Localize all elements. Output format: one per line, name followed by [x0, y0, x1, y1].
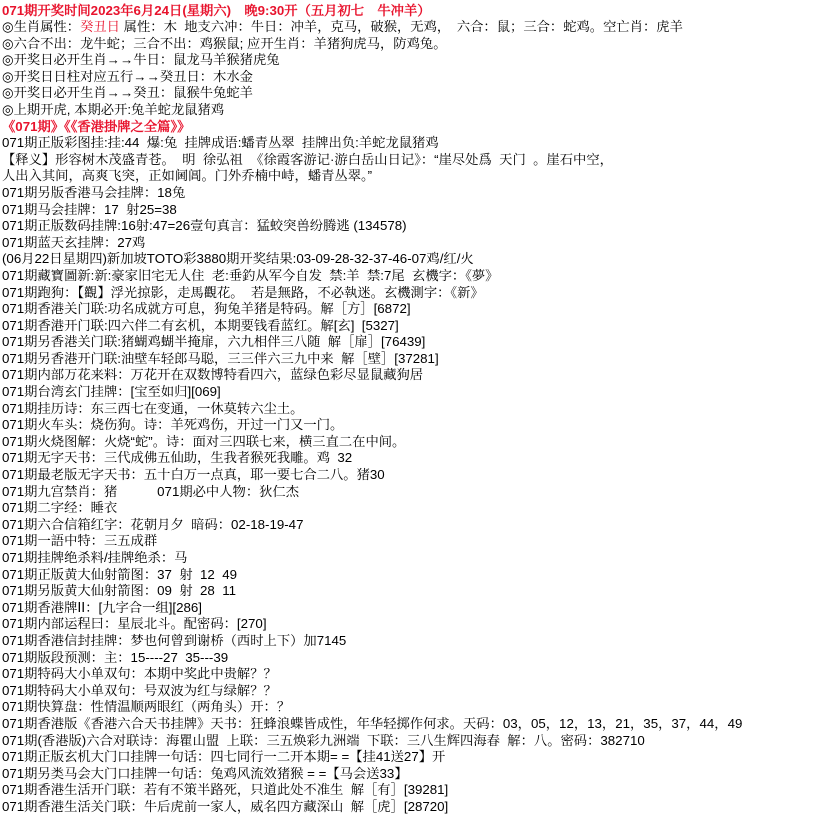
text-line-hk-open-1: [2, 318, 833, 335]
text-segment: 071期马会挂牌：17 射25=38: [2, 201, 177, 217]
text-segment: 人出入其间，高爽飞突，正如阃阊。门外乔楠中峙，蟠青丛翠。”: [2, 168, 373, 184]
text-segment: 071期香港牌ⅠⅠ：[九字合一组][286]: [2, 599, 202, 615]
text-segment: 071期台湾玄门挂牌：[宝至如归][069]: [2, 384, 221, 400]
text-line-hang-li-poem: [2, 401, 833, 418]
text-line-two-char: [2, 500, 833, 517]
text-line-period-banner: [2, 119, 833, 136]
text-segment: 【释义】形容树木茂盛青苍。 明 徐弘祖 《徐霞客游记·游白岳山日记》：“崖尽处爲 天门 。崖石中空，: [2, 151, 613, 167]
text-segment: 癸丑日: [80, 19, 120, 34]
text-segment: 071期最老版无字天书：五十白万一点真，耶一要七合二八。猪30: [2, 467, 385, 483]
text-segment: 071期香港版《香港六合天书挂牌》天书：狂蜂浪蝶皆成性，年华轻掷作何求。天码：03，05，12，13，21，35，37，44，49: [2, 715, 743, 731]
text-line-hk-hangpai-11: [2, 600, 833, 617]
text-line-digital-hang: [2, 218, 833, 235]
text-line-win-must-out-2: [2, 85, 833, 102]
text-segment: 071期快算盘：性情温顺两眼红（两角头）开：？: [2, 699, 291, 715]
text-line-six-box-red: [2, 517, 833, 534]
text-line-last-period: [2, 102, 833, 119]
text-segment: 071期特码大小单双句：本期中奖此中贵解？？: [2, 666, 277, 682]
text-segment: ◎上期开虎, 本期必开:兔羊蛇龙鼠猪鸡: [2, 101, 225, 117]
text-line-hk-letter: [2, 633, 833, 650]
text-line-hk-guan-1: [2, 301, 833, 318]
text-segment: 071期内部运程曰：星辰北斗。配密码：[270]: [2, 616, 267, 632]
text-line-taiwan-xuan: [2, 384, 833, 401]
text-segment: 071期版段预测：主：15----27 35---39: [2, 649, 229, 665]
text-line-hk-six-couplet: [2, 733, 833, 750]
text-segment: 071期内部万花来料：万花开在双数博特看四六，蓝绿色彩尽显鼠藏狗居: [2, 367, 424, 383]
text-segment: 071期九宫禁肖：猪 071期必中人物：狄仁杰: [2, 483, 300, 499]
text-segment: 071期正版黄大仙射箭图：37 射 12 49: [2, 566, 237, 582]
text-segment: ◎开奖日必开生肖→→牛日：鼠龙马羊猴猪虎兔: [2, 52, 280, 68]
text-line-day-pillar: [2, 69, 833, 86]
text-line-inner-luck: [2, 616, 833, 633]
text-segment: 071期另版香港马会挂牌：18兔: [2, 184, 186, 200]
text-line-zhengban-huang: [2, 567, 833, 584]
text-line-win-must-out-1: [2, 52, 833, 69]
text-segment: 属性：木 地支六冲：牛日：冲羊，克马，破猴，无鸡， 六合：鼠；三合：蛇鸡。空亡肖：虎羊: [119, 19, 683, 34]
text-segment: 071期火车头：烧伤狗。诗：羊死鸡伤，开过一门又一门。: [2, 417, 344, 433]
text-segment: 071期香港关门联:功名成就方可息，狗兔羊猪是特码。解［方］[6872]: [2, 301, 411, 317]
text-line-one-word: [2, 533, 833, 550]
text-line-hangpai-kill: [2, 550, 833, 567]
text-line-hk-life-open: [2, 782, 833, 799]
text-line-wuzi-tianshu: [2, 450, 833, 467]
text-segment: 071期(香港版)六合对联诗：海瞿山盟 上联：三五焕彩九洲端 下联：三八生辉四海春 解：八。密码：382710: [2, 732, 645, 748]
text-segment: 071期挂历诗：东三西七在变通，一休莫转六尘土。: [2, 400, 304, 416]
text-line-oldest-wuzi: [2, 467, 833, 484]
text-segment: 071期香港信封挂牌：梦也何曾到谢桥（西时上下）加7145: [2, 632, 347, 648]
text-segment: 071期特码大小单双句：号双波为红与绿解？？: [2, 682, 277, 698]
text-segment: 071期正版彩图挂:挂:44 爆:兔 挂牌成语:蟠青丛翠 挂牌出负:羊蛇龙鼠猪鸡: [2, 135, 439, 151]
text-line-hidden-treasure: [2, 268, 833, 285]
text-line-hk-horse: [2, 185, 833, 202]
text-line-hk-version-six: [2, 716, 833, 733]
text-segment: 071期挂牌绝杀料/挂牌绝杀：马: [2, 550, 188, 565]
text-line-explain-2: [2, 168, 833, 185]
text-segment: 071期跑狗：【觀】浮光掠影，走馬觀花。 若是無路，不必執迷。玄機測字：《新》: [2, 284, 484, 300]
text-segment: 071期香港生活开门联：若有不策半路死，只道此处不准生 解［有］[39281]: [2, 782, 449, 798]
text-line-explain-1: [2, 152, 833, 169]
text-line-fire-snake: [2, 434, 833, 451]
text-segment: 071期蓝天玄挂牌：27鸡: [2, 234, 146, 250]
text-segment: ◎开奖日必开生肖→→癸丑：鼠猴牛兔蛇羊: [2, 85, 253, 101]
text-line-hk-life-guan: [2, 799, 833, 816]
text-line-ming-pao: [2, 285, 833, 302]
text-segment: 071期另版黄大仙射箭图：09 射 28 11: [2, 583, 236, 599]
text-segment: 071期另香港关门联:猪蝴鸡蝴半掩扉，六九相伴三八随 解［扉］[76439]: [2, 334, 426, 350]
text-line-life-attr: [2, 19, 833, 36]
text-segment: ◎生肖属性：: [2, 19, 81, 34]
text-segment: 071期香港开门联:四六伴二有玄机，本期要钱看蓝红。解[玄] [5327]: [2, 317, 399, 333]
text-line-zhengban-dahang: [2, 749, 833, 766]
text-line-lingkuai: [2, 699, 833, 716]
text-segment: ◎开奖日日柱对应五行→→癸丑日：木水金: [2, 68, 253, 84]
text-line-lingban-dahang: [2, 766, 833, 783]
text-segment: ◎六合不出：龙牛蛇；三合不出：鸡猴鼠; 应开生肖：羊猪狗虎马，防鸡兔。: [2, 35, 447, 51]
text-line-nine-house: [2, 484, 833, 501]
text-line-board-forecast: [2, 650, 833, 667]
text-line-hk-other-open: [2, 351, 833, 368]
text-segment: 071期六合信箱红字：花朝月夕 暗码：02-18-19-47: [2, 516, 304, 532]
text-segment: (06月22日星期四)新加坡TOTO彩3880期开奖结果:03-09-28-32-37-46-07鸡/红/火: [2, 251, 474, 267]
text-line-toto: [2, 251, 833, 268]
draw-title: 071期开奖时间2023年6月24日(星期六) 晚9:30开（五月初七 牛冲羊）: [2, 3, 431, 18]
text-segment: 071期无字天书：三代成佛五仙助，生我者猴死我雕。鸡 32: [2, 450, 353, 466]
text-segment: 071期另香港开门联:油壁车轻郎马聪，三三伴六三九中来 解［壁］[37281]: [2, 350, 439, 366]
text-line-lingban-huang: [2, 583, 833, 600]
text-line-blue-sky: [2, 235, 833, 252]
text-segment: 071期正版玄机大门口挂牌一句话：四七同行一二开本期= =【挂41送27】开: [2, 749, 446, 765]
text-line-horse-hang: [2, 202, 833, 219]
text-line-six-no-out: [2, 36, 833, 53]
text-segment: 071期二字经：睡衣: [2, 500, 118, 516]
text-line-fire-head: [2, 417, 833, 434]
text-line-special-size: [2, 666, 833, 683]
text-line-inner-wanhua: [2, 367, 833, 384]
text-segment: 071期另类马会大门口挂牌一句话：兔鸡风流效猪猴 = =【马会送33】: [2, 765, 408, 781]
text-line-hang-pai-1: [2, 135, 833, 152]
text-segment: 071期藏寶圖新:新:豪家旧宅无人住 老:垂釣从军今自发 禁:羊 禁:7尾 玄機字：《夢》: [2, 267, 499, 283]
text-line-hk-other-guan: [2, 334, 833, 351]
content-lines: [2, 19, 833, 816]
text-segment: 071期香港生活关门联：牛后虎前一家人，威名四方藏深山 解［虎］[28720]: [2, 798, 449, 814]
text-segment: 071期一語中特：三五成群: [2, 533, 158, 549]
text-segment: 071期正版数码挂牌:16射:47=26壹句真言：猛蛟突兽纷腾逃 (134578): [2, 218, 407, 234]
text-line-special-wave: [2, 683, 833, 700]
text-segment: 《071期》《《香港掛牌之全篇》》: [2, 118, 191, 134]
text-segment: 071期火烧图解：火烧“蛇”。诗：面对三四联七来，横三直二在中间。: [2, 433, 406, 449]
